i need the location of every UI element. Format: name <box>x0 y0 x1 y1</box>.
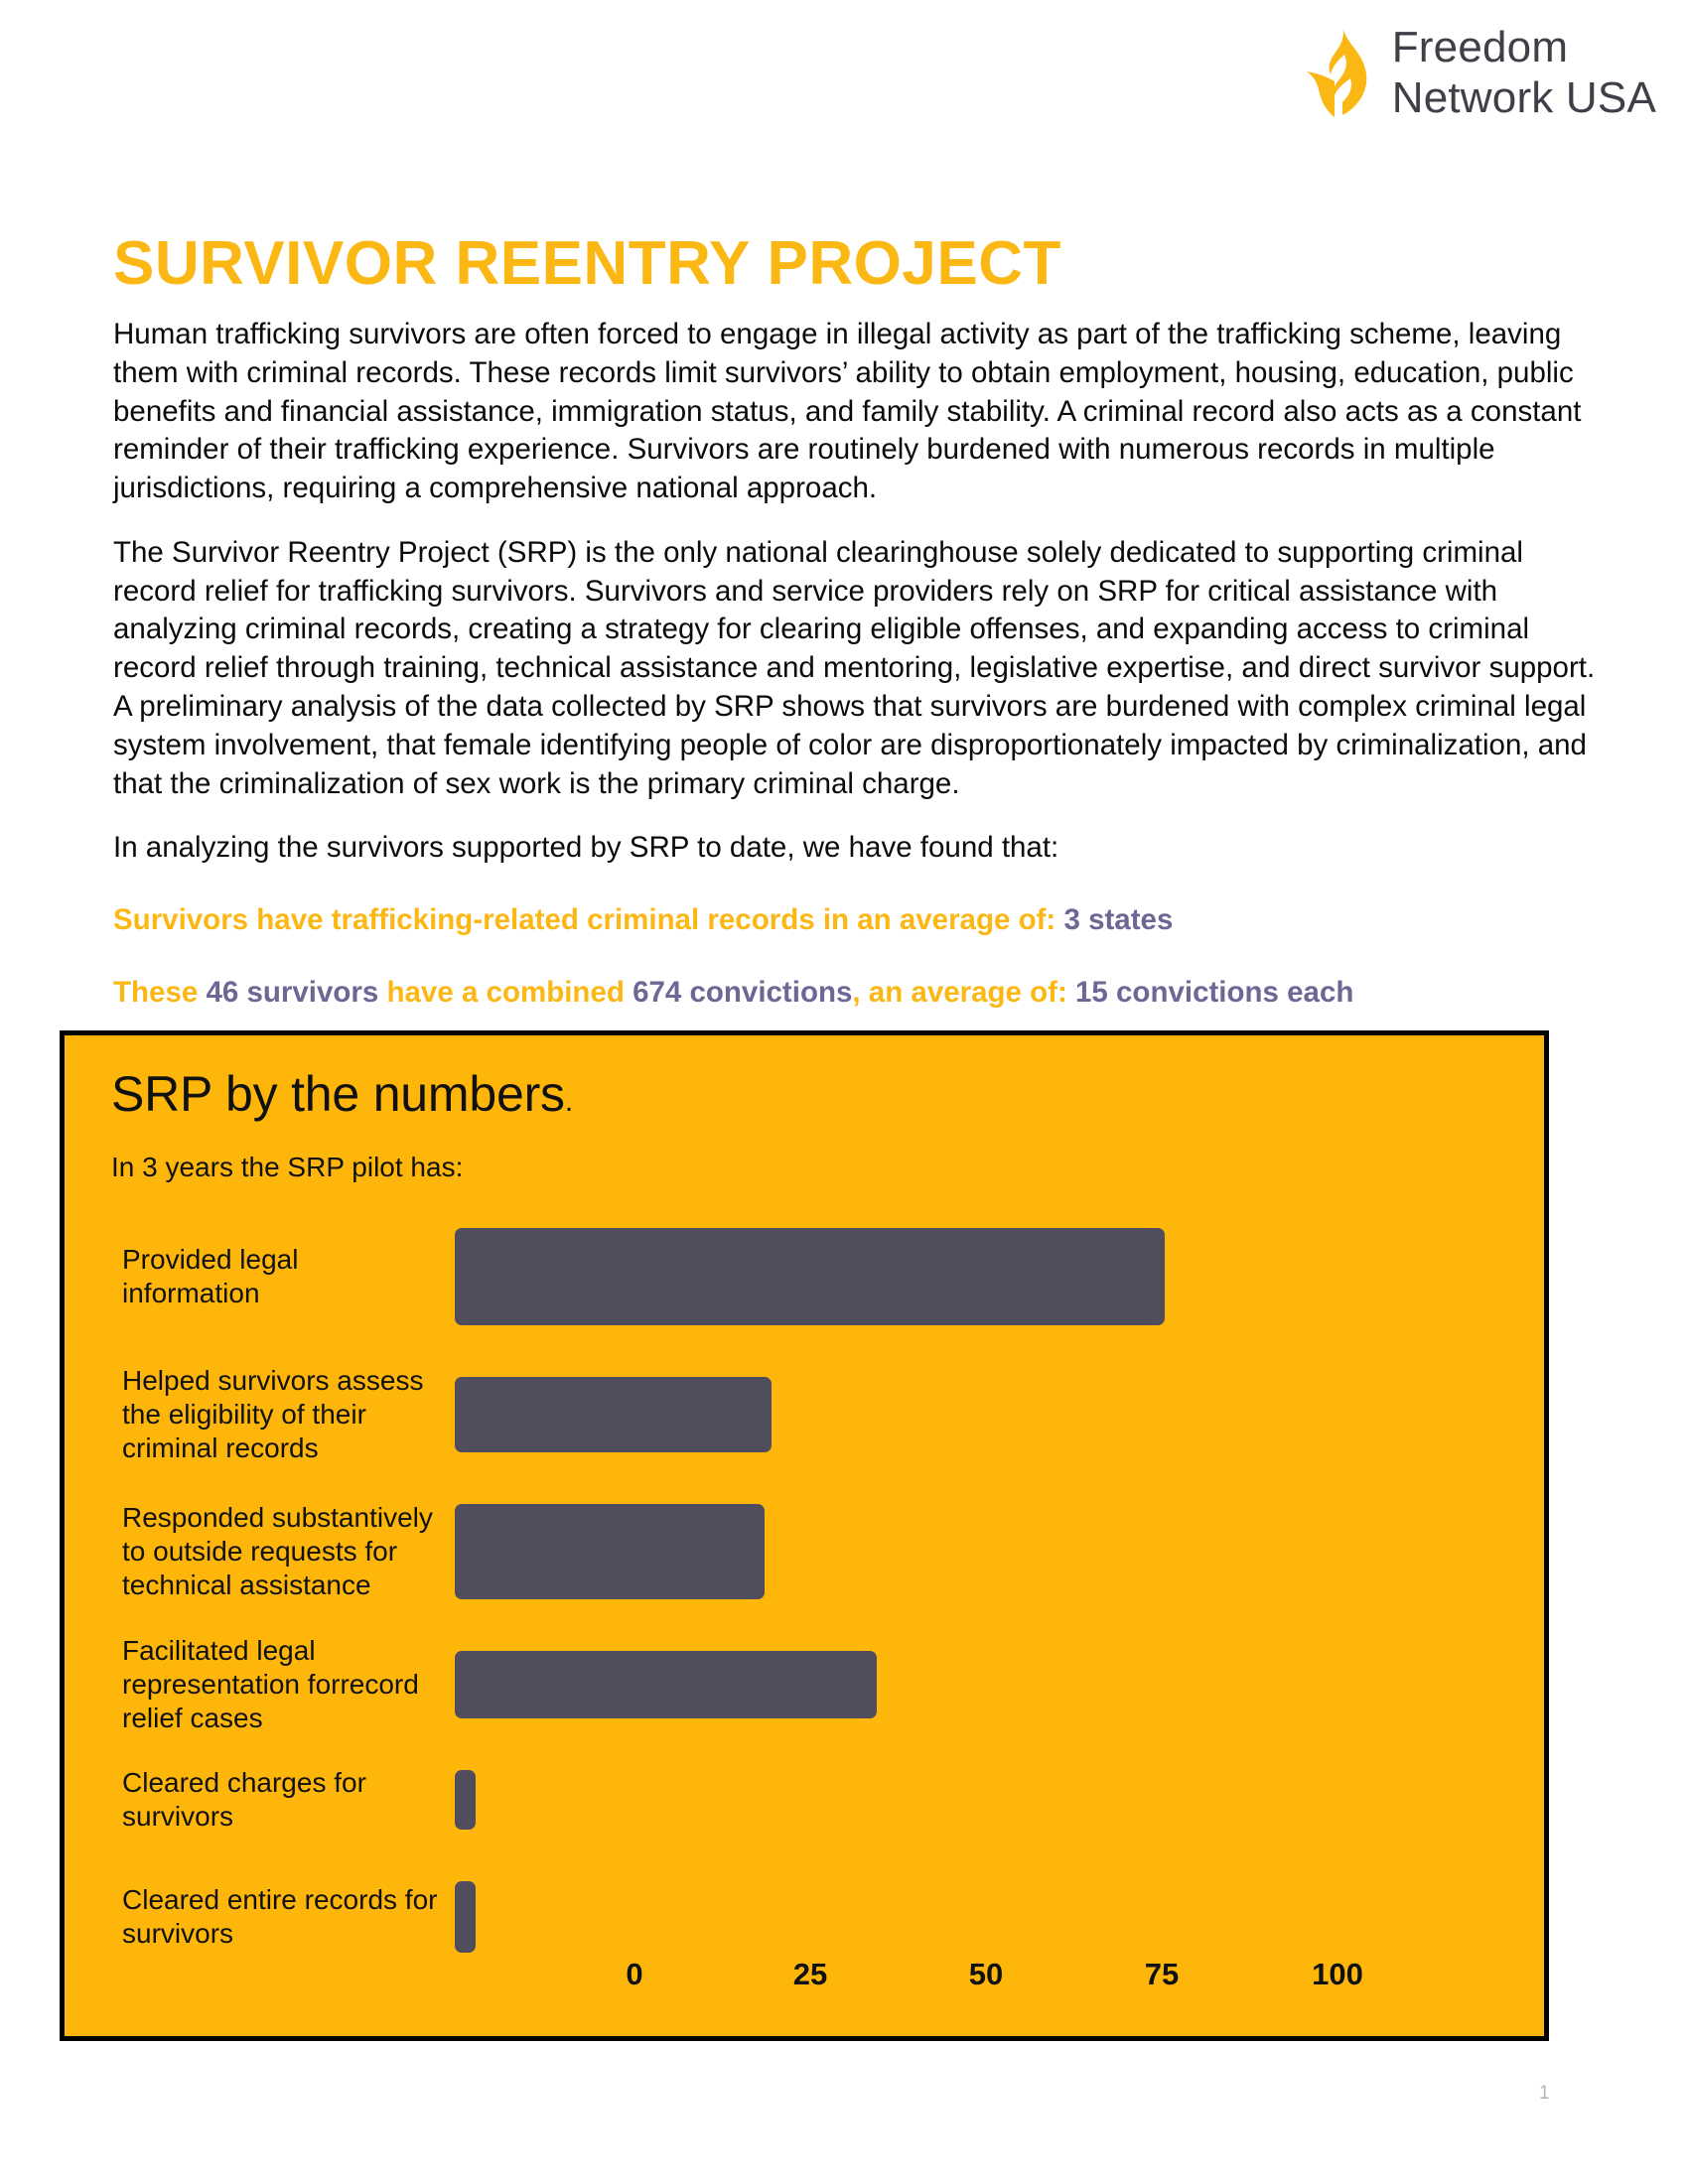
chart-plot-area <box>65 1202 1554 1991</box>
chart-bar-label: Facilitated legal representation forrecord relief cases <box>122 1634 419 1734</box>
stat-label: , an average of: <box>852 975 1076 1009</box>
findings-lead-in: In analyzing the survivors supported by SRP to date, we have found that: <box>113 831 1059 865</box>
chart-bar-label: Cleared entire records for survivors <box>122 1883 438 1949</box>
page-title: SURVIVOR REENTRY PROJECT <box>113 228 1061 298</box>
chart-title-period: . <box>564 1085 573 1118</box>
chart-bar-rows <box>65 1202 1554 1979</box>
brand-name <box>1392 22 1656 123</box>
brand-name-line2: Network USA <box>1391 73 1656 123</box>
chart-x-tick: 100 <box>1312 1957 1363 1991</box>
stat-label: have a combined <box>378 975 633 1009</box>
chart-bar <box>455 1377 772 1452</box>
stat-label: These <box>113 975 207 1009</box>
chart-title <box>111 1065 573 1123</box>
chart-bar-row <box>65 1625 1554 1744</box>
chart-x-axis <box>65 1957 1554 2002</box>
srp-numbers-chart-card <box>60 1030 1549 2041</box>
chart-bar <box>455 1651 877 1718</box>
chart-bar-label: Cleared charges for survivors <box>122 1766 366 1832</box>
chart-bar-track <box>455 1202 1554 1351</box>
chart-bar-row <box>65 1202 1554 1351</box>
stat-value: 46 survivors <box>206 975 379 1009</box>
stat-label: Survivors have trafficking-related criminal records in an average of: <box>113 903 1064 937</box>
chart-bar-track <box>455 1478 1554 1625</box>
chart-bar <box>455 1881 476 1953</box>
stat-value: 674 convictions <box>633 975 853 1009</box>
stat-line-convictions <box>113 974 1608 1012</box>
paragraph-srp-overview: The Survivor Reentry Project (SRP) is the only national clearinghouse solely dedicated to supporting criminal record relief for trafficking survivors. Survivors and service providers rely on SRP for critical assistance with analyzing criminal records, creating a strategy for clearing eligible offenses, and expanding access to criminal record relief through training, technical assistance and mentoring, legislative expertise, and direct survivor support. A preliminary analysis of the data collected by SRP shows that survivors are burdened with complex criminal legal system involvement, that female identifying people of color are disproportionately impacted by criminalization, and that the criminalization of sex work is the primary criminal charge. <box>113 535 1596 800</box>
brand-logo <box>1305 22 1656 123</box>
chart-x-tick: 0 <box>626 1957 643 1991</box>
chart-x-tick: 75 <box>1144 1957 1180 1991</box>
document-body <box>113 316 1608 1045</box>
chart-bar-label: Helped survivors assess the eligibility of their criminal records <box>122 1364 424 1464</box>
stat-value: 3 states <box>1063 903 1174 937</box>
chart-bar-row <box>65 1351 1554 1478</box>
chart-bar-label: Responded substantively to outside requests for technical assistance <box>122 1501 433 1601</box>
chart-bar-track <box>455 1351 1554 1478</box>
chart-subtitle: In 3 years the SRP pilot has: <box>111 1152 464 1182</box>
chart-bar <box>455 1504 765 1599</box>
stat-line-states <box>113 901 1608 939</box>
page-number: 1 <box>1539 2083 1550 2104</box>
chart-bar <box>455 1228 1165 1325</box>
flame-icon <box>1305 24 1370 121</box>
chart-bar-row <box>65 1478 1554 1625</box>
chart-x-tick: 25 <box>792 1957 828 1991</box>
chart-bar <box>455 1770 476 1830</box>
brand-name-line1: Freedom <box>1391 23 1569 71</box>
chart-title-text: SRP by the numbers <box>111 1066 565 1122</box>
chart-bar-track <box>455 1625 1554 1744</box>
stat-value: 15 convictions each <box>1075 975 1354 1009</box>
chart-bar-label: Provided legal information <box>122 1243 299 1308</box>
chart-x-tick: 50 <box>968 1957 1004 1991</box>
chart-bar-track <box>455 1744 1554 1855</box>
paragraph-intro: Human trafficking survivors are often forced to engage in illegal activity as part of the trafficking scheme, leaving them with criminal records. These records limit survivors’ ability to obtain employment, housing, education, public benefits and financial assistance, immigration status, and family stability. A criminal record also acts as a constant reminder of their trafficking experience. Survivors are routinely burdened with numerous records in multiple jurisdictions, requiring a comprehensive national approach. <box>113 318 1582 505</box>
chart-bar-row <box>65 1744 1554 1855</box>
